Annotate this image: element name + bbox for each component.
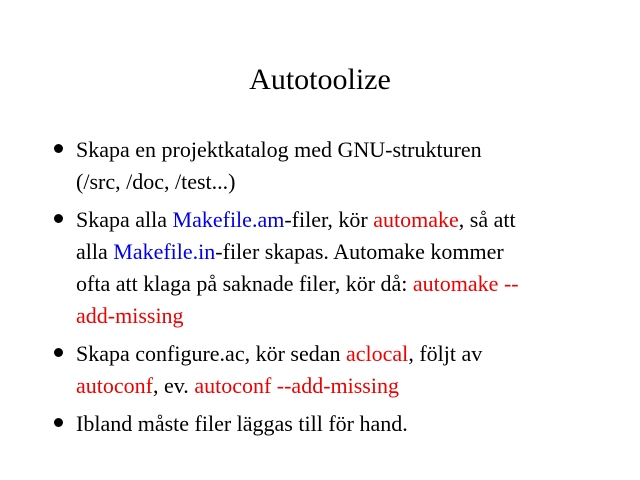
text-run: -filer, kör <box>284 207 374 232</box>
command-term: add-missing <box>76 303 184 328</box>
bullet-item <box>0 408 640 440</box>
bullet-dot-icon <box>54 214 63 223</box>
text-run: , så att <box>458 207 516 232</box>
command-term: autoconf <box>76 373 153 398</box>
text-line <box>76 236 610 268</box>
bullet-dot-icon <box>54 348 63 357</box>
text-line <box>76 370 610 402</box>
text-line <box>76 338 610 370</box>
text-line <box>76 134 610 166</box>
bullet-item <box>0 204 640 332</box>
text-line <box>76 166 610 198</box>
text-run: alla <box>76 239 114 264</box>
bullet-item <box>0 338 640 402</box>
text-line <box>76 204 610 236</box>
text-run: Skapa alla <box>76 207 173 232</box>
command-term: aclocal <box>346 341 409 366</box>
text-run: Skapa configure.ac, kör sedan <box>76 341 347 366</box>
text-run: , ev. <box>152 373 195 398</box>
text-line <box>76 300 610 332</box>
command-term: automake <box>373 207 459 232</box>
bullet-dot-icon <box>54 144 63 153</box>
text-run: -filer skapas. Automake kommer <box>215 239 504 264</box>
bullet-dot-icon <box>54 418 63 427</box>
bullet-list <box>0 134 640 446</box>
text-run: (/src, /doc, /test...) <box>76 169 236 194</box>
command-term: autoconf --add-missing <box>194 373 399 398</box>
highlight-term: Makefile.in <box>113 239 216 264</box>
text-run: ofta att klaga på saknade filer, kör då: <box>76 271 413 296</box>
text-line <box>76 408 610 440</box>
text-line <box>76 268 610 300</box>
text-run: , följt av <box>408 341 483 366</box>
highlight-term: Makefile.am <box>172 207 285 232</box>
text-run: Skapa en projektkatalog med GNU-strukturen <box>76 137 482 162</box>
text-run: Ibland måste filer läggas till för hand. <box>76 411 408 436</box>
command-term: automake -- <box>412 271 519 296</box>
slide-title: Autotoolize <box>249 63 391 96</box>
bullet-item <box>0 134 640 198</box>
